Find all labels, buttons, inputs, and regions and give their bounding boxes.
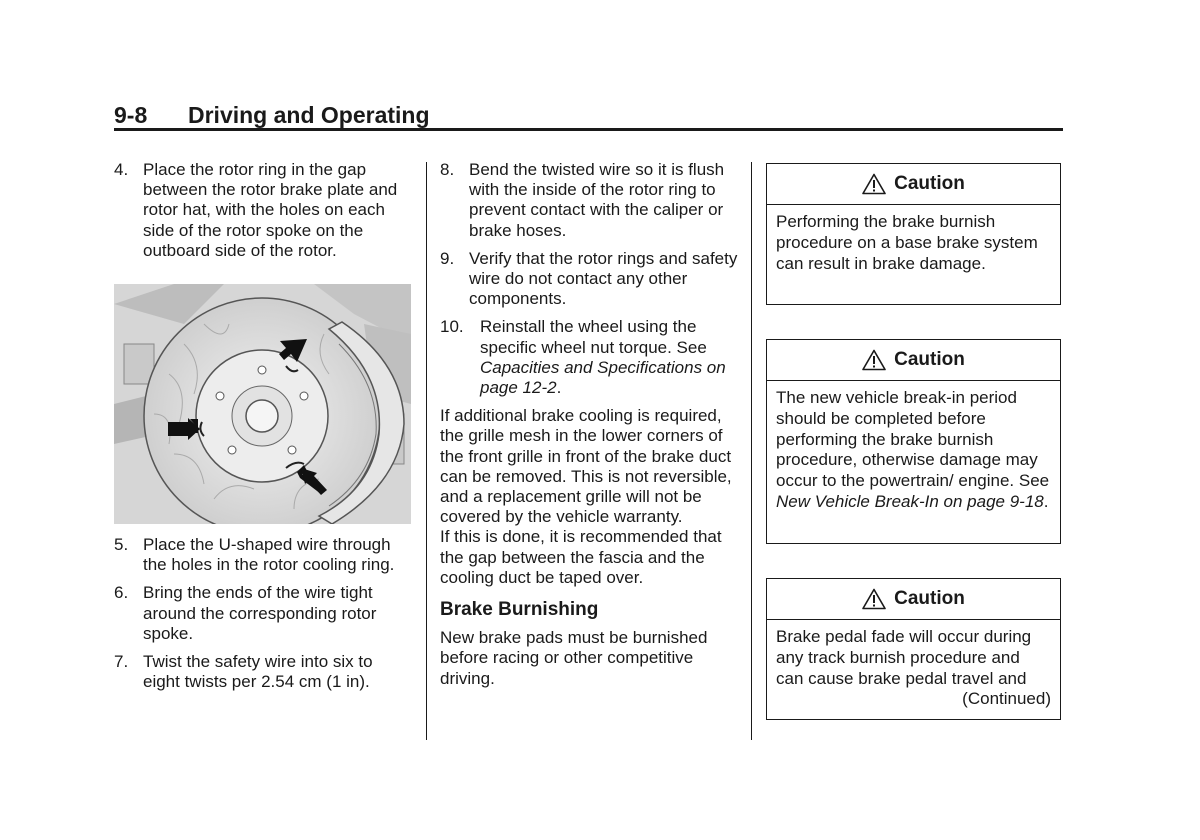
column-2	[440, 160, 738, 689]
header-rule	[114, 128, 1063, 131]
brake-rotor-illustration	[114, 284, 411, 524]
warning-triangle-icon	[862, 349, 886, 371]
caution-text	[767, 620, 1060, 716]
burnish-paragraph: New brake pads must be burnished before racing or other competitive driving.	[440, 628, 708, 688]
caution-title: Caution	[894, 173, 965, 194]
step-number: 4.	[114, 160, 129, 179]
caution-body: The new vehicle break-in period should be completed before performing the brake burnish procedure, otherwise damage may occur to the powertrain/ engine. See	[776, 388, 1050, 491]
step-text	[480, 317, 738, 398]
step-8	[440, 160, 738, 241]
caution-header	[767, 579, 1060, 620]
caution-title: Caution	[894, 349, 965, 370]
caution-text	[767, 381, 1060, 519]
tape-paragraph: If this is done, it is recommended that the gap between the fascia and the cooling duct be taped over.	[440, 527, 722, 587]
caution-title: Caution	[894, 588, 965, 609]
step-number: 5.	[114, 535, 129, 554]
step-text: Bring the ends of the wire tight around the corresponding rotor spoke.	[143, 583, 377, 643]
step-number: 10.	[440, 317, 464, 337]
caution-header	[767, 340, 1060, 381]
column-1-top	[114, 160, 414, 269]
step-10-text: Reinstall the wheel using the specific wheel nut torque. See	[480, 317, 707, 357]
continued-label: (Continued)	[962, 689, 1051, 709]
chapter-title: Driving and Operating	[188, 102, 430, 128]
step-text: Place the U-shaped wire through the holes in the rotor cooling ring.	[143, 535, 395, 575]
step-10-end: .	[556, 378, 562, 398]
caution-body-end: .	[1043, 491, 1049, 511]
column-divider-2	[751, 162, 752, 740]
step-number: 6.	[114, 583, 129, 603]
step-text: Bend the twisted wire so it is flush with the inside of the rotor ring to prevent contact with the caliper or brake hoses.	[469, 160, 725, 240]
caution-body: Brake pedal fade will occur during any track burnish procedure and can cause brake pedal travel and	[776, 627, 1032, 688]
step-text: Place the rotor ring in the gap between the rotor brake plate and rotor hat, with the holes on each side of the rotor spoke on the outboard side of the rotor.	[143, 160, 398, 260]
step-10	[440, 317, 738, 398]
specs-cross-reference: Capacities and Specifications on page 12-2	[480, 357, 726, 398]
cooling-paragraph: If additional brake cooling is required, the grille mesh in the lower corners of the front grille in front of the brake duct can be removed. This is not reversible, and a replacement grille will not be covered by the vehicle warranty.	[440, 406, 732, 527]
caution-box-2	[766, 339, 1061, 544]
caution-box-1	[766, 163, 1061, 305]
caution-box-3	[766, 578, 1061, 720]
section-number: 9-8	[114, 102, 148, 128]
break-in-cross-reference: New Vehicle Break-In on page 9-18	[776, 491, 1044, 511]
caution-header	[767, 164, 1060, 205]
step-7	[114, 652, 414, 692]
step-number: 9.	[440, 248, 455, 268]
column-divider-1	[426, 162, 427, 740]
step-5	[114, 535, 414, 575]
step-6	[114, 583, 414, 644]
step-number: 7.	[114, 652, 129, 672]
step-number: 8.	[440, 160, 455, 179]
warning-triangle-icon	[862, 588, 886, 610]
warning-triangle-icon	[862, 173, 886, 195]
step-4	[114, 160, 414, 261]
column-1-bottom	[114, 535, 414, 700]
caution-text: Performing the brake burnish procedure on a base brake system can result in brake damage.	[776, 212, 1038, 273]
brake-burnishing-heading: Brake Burnishing	[440, 599, 599, 621]
step-9	[440, 249, 738, 310]
step-text: Verify that the rotor rings and safety wire do not contact any other components.	[469, 248, 738, 309]
step-text: Twist the safety wire into six to eight twists per 2.54 cm (1 in).	[143, 652, 373, 692]
brake-rotor-figure	[114, 284, 411, 524]
